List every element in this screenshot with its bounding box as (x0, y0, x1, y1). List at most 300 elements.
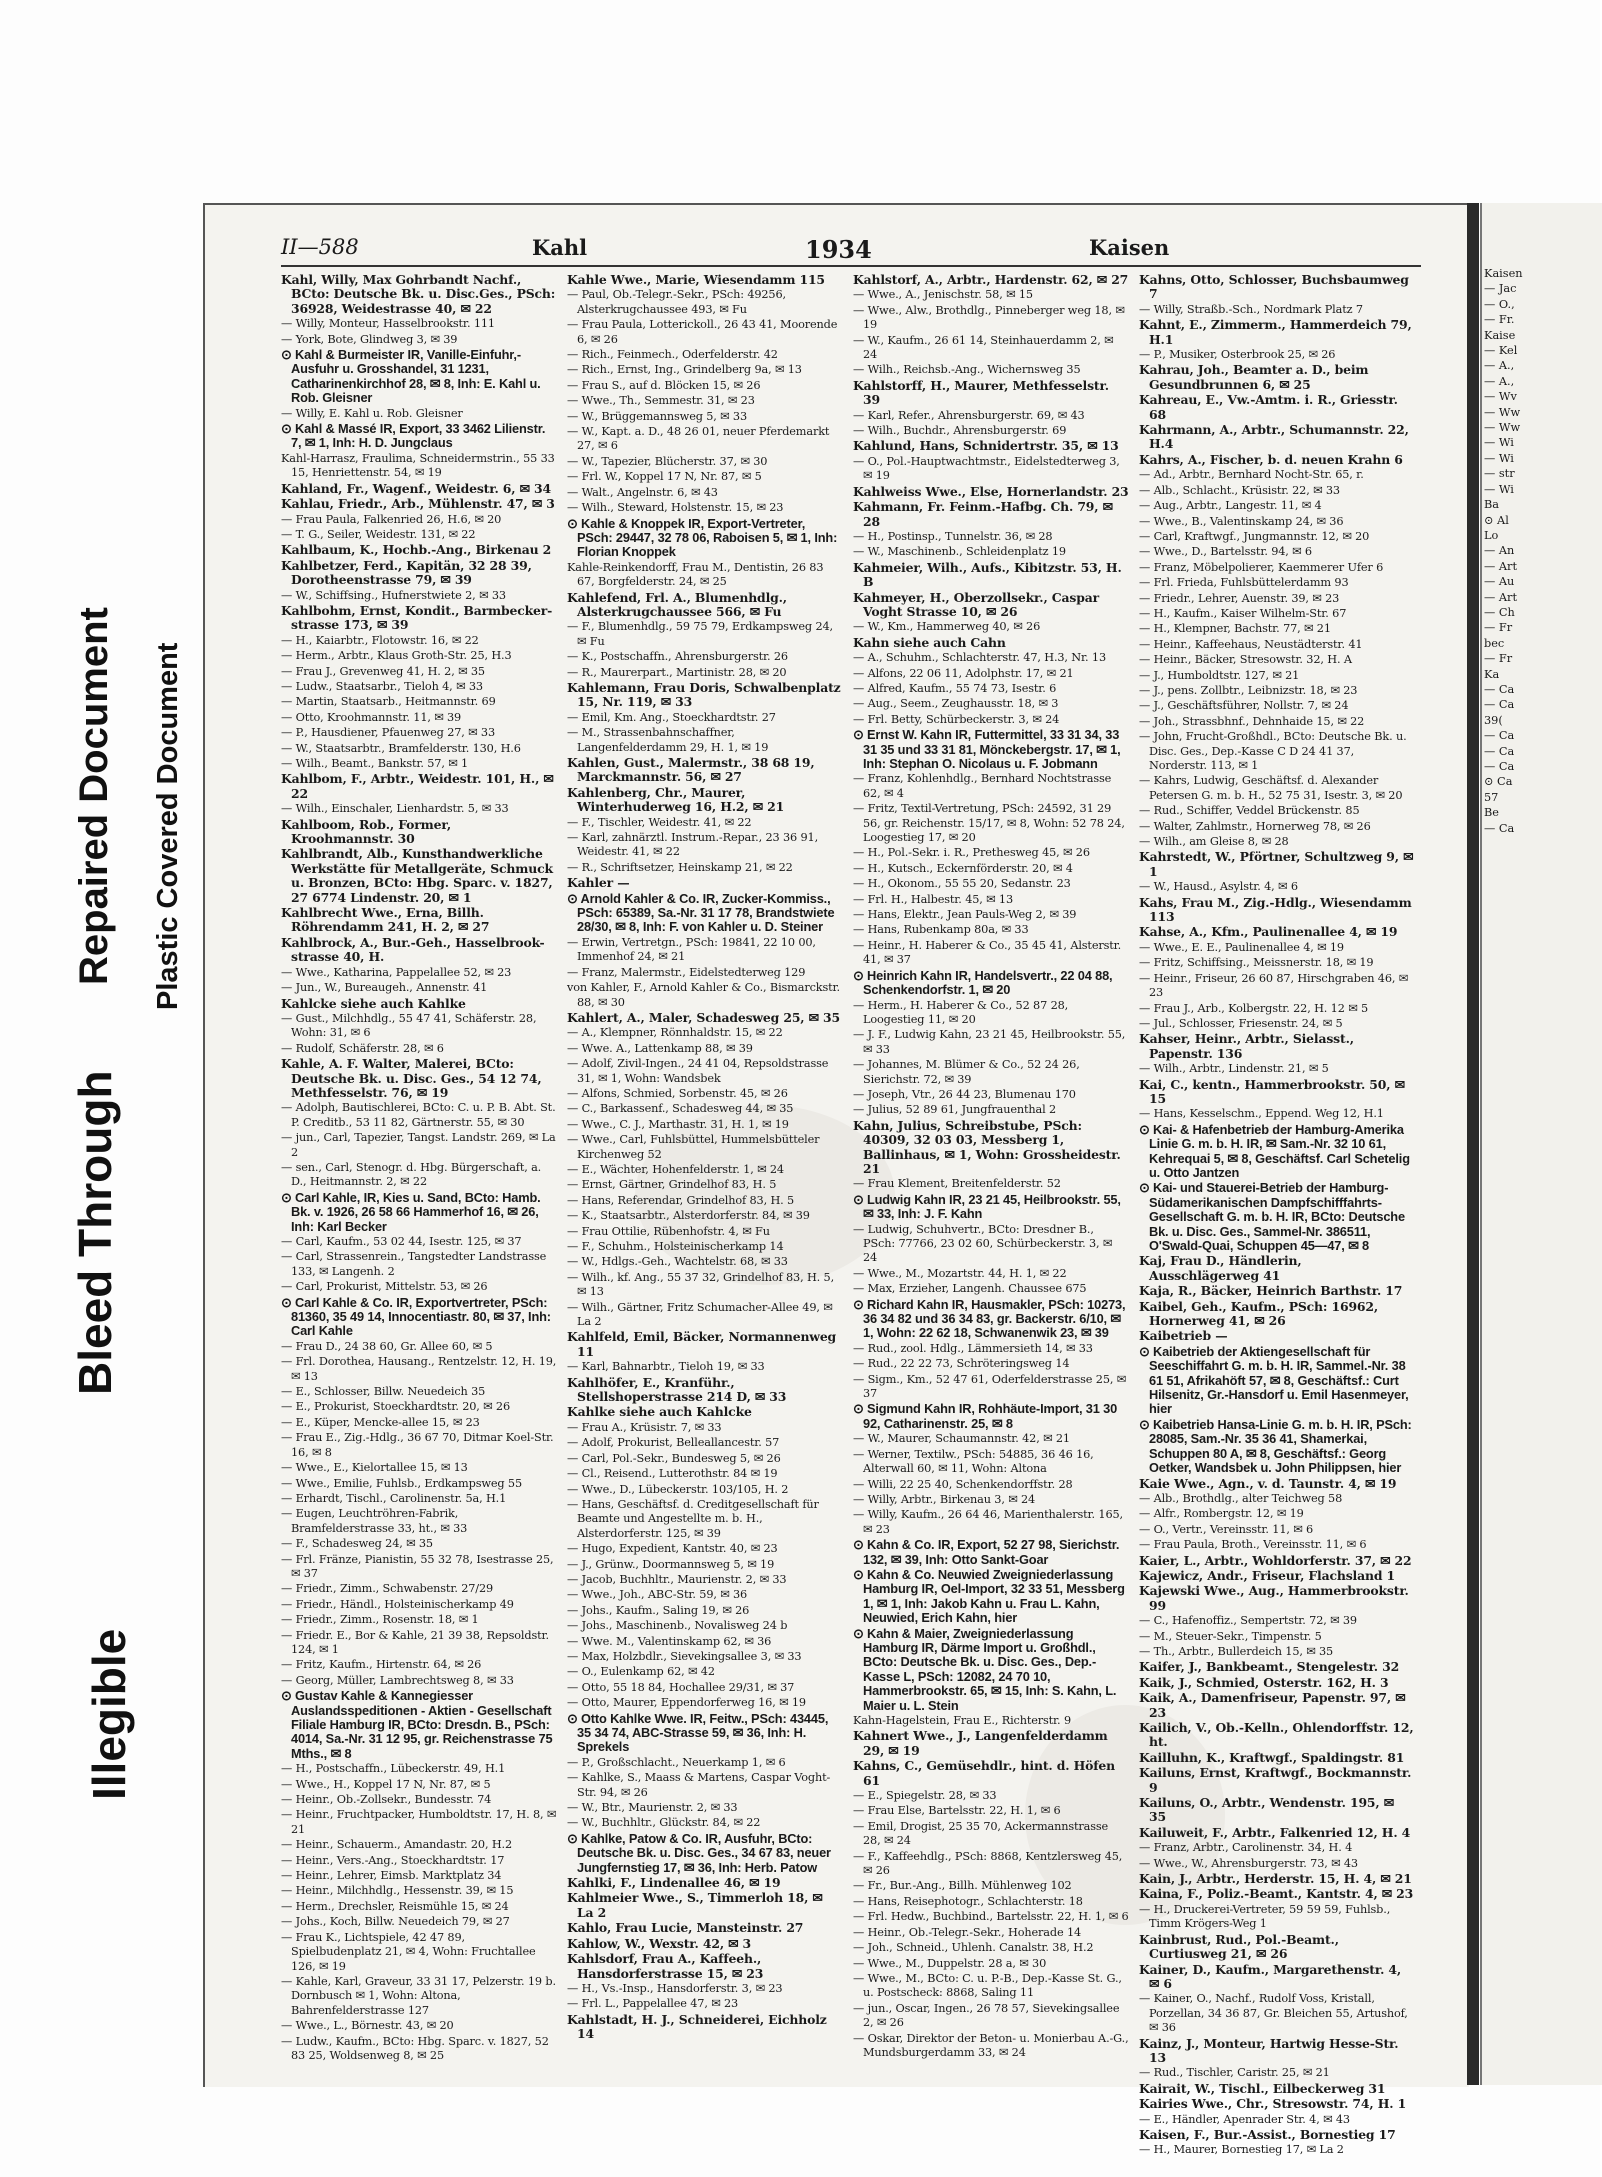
directory-entry: — Kainer, O., Nachf., Rudolf Voss, Kristall, Porzellan, 34 36 87, Gr. Bleichen 55, Artushof, ✉ 36 (1139, 1992, 1408, 2035)
next-page-line: — Wv (1484, 390, 1517, 404)
directory-entry: — sen., Carl, Stenogr. d. Hbg. Bürgerschaft, a. D., Heitmannstr. 2, ✉ 22 (281, 1160, 542, 1189)
directory-entry: — Wilh., kf. Ang., 55 37 32, Grindelhof 83, H. 5, ✉ 13 (567, 1270, 835, 1299)
directory-entry: Kahlow, W., Wexstr. 42, ✉ 3 (567, 1935, 752, 1951)
directory-entry: — Wwe., Katharina, Pappelallee 52, ✉ 23 (281, 965, 512, 979)
directory-entry: Kain, J., Arbtr., Herderstr. 15, H. 4, ✉ 21 (1139, 1871, 1412, 1887)
directory-entry: — K., Staatsarbtr., Alsterdorferstr. 84, ✉ 39 (567, 1209, 810, 1223)
directory-entry: — Ernst, Gärtner, Grindelhof 83, H. 5 (567, 1178, 777, 1192)
directory-entry: — Wwe., Emilie, Fuhlsb., Erdkampsweg 55 (281, 1476, 522, 1490)
directory-entry: — Frau Paula, Falkenried 26, H.6, ✉ 20 (281, 512, 502, 526)
directory-entry: — Cl., Reisend., Lutterothstr. 84 ✉ 19 (567, 1467, 778, 1481)
directory-entry: ⊙ Kahlke, Patow & Co. IR, Ausfuhr, BCto: Deutsche Bk. u. Disc. Ges., 34 67 83, neuer Jungfernstieg 17, ✉ 36, Inh: Herb. Patow (567, 1830, 831, 1875)
directory-entry: — O., Vertr., Vereinsstr. 11, ✉ 6 (1139, 1522, 1314, 1536)
directory-entry: ⊙ Kahn & Co. Neuwied Zweigniederlassung Hamburg IR, Oel-Import, 32 33 51, Messberg 1, ✉ 1, Inh: Jakob Kahn u. Frau L. Kahn, Neuwied, Erich Kahn, hier (853, 1566, 1125, 1626)
next-page-line: — Fr (1484, 621, 1513, 635)
directory-entry: — Heinr., Milchhdlg., Hessenstr. 39, ✉ 15 (281, 1884, 514, 1898)
directory-entry: — E., Prokurist, Stoeckhardtstr. 20, ✉ 26 (281, 1400, 510, 1414)
directory-entry: — W., Buchhltr., Glückstr. 84, ✉ 22 (567, 1816, 761, 1830)
directory-entry: — H., Maurer, Bornestieg 17, ✉ La 2 (1139, 2143, 1344, 2157)
directory-entry: — Heinr., Kaffeehaus, Neustädterstr. 41 (1139, 637, 1363, 651)
directory-entry: Kahnt, E., Zimmerm., Hammerdeich 79, H.1 (1139, 317, 1412, 347)
directory-entry: — Franz, Malermstr., Eidelstedterweg 129 (567, 965, 806, 979)
directory-entry: — E., Schlosser, Billw. Neuedeich 35 (281, 1385, 486, 1399)
directory-entry: Kahland, Fr., Wagenf., Weidestr. 6, ✉ 34 (281, 480, 551, 496)
directory-entry: — Heinr., Lehrer, Eimsb. Marktplatz 34 (281, 1869, 502, 1883)
directory-entry: Kaina, F., Poliz.-Beamt., Kantstr. 4, ✉ 23 (1139, 1886, 1414, 1902)
next-page-fragment (1480, 203, 1602, 2085)
directory-entry: — Alb., Schlacht., Krüsistr. 22, ✉ 33 (1139, 483, 1340, 497)
directory-entry: — H., Vs.-Insp., Hansdorferstr. 3, ✉ 23 (567, 1981, 783, 1995)
directory-entry: Kaifer, J., Bankbeamt., Stengelestr. 32 (1139, 1659, 1400, 1675)
directory-entry: — Frau A., Krüsistr. 7, ✉ 33 (567, 1420, 722, 1434)
directory-entry: — Johannes, M. Blümer & Co., 52 24 26, Sierichstr. 72, ✉ 39 (853, 1058, 1080, 1086)
directory-entry: Kahlefend, Frl. A., Blumenhdlg., Alsterkrugchaussee 566, ✉ Fu (567, 589, 787, 619)
directory-entry: — Wilh., Buchdr., Ahrensburgerstr. 69 (853, 424, 1067, 438)
directory-entry: — Ludwig, Schuhvertr., BCto: Dresdner B., PSch: 77766, 23 02 60, Schürbeckerstr. 3, ✉ 24 (853, 1222, 1113, 1265)
directory-entry: Kahlau, Friedr., Arb., Mühlenstr. 47, ✉ 3 (281, 496, 555, 512)
annotation-bleed-through: Bleed Through (69, 1070, 121, 1395)
directory-entry: — Adolf, Zivil-Ingen., 24 41 04, Repsoldstrasse 31, ✉ 1, Wohn: Wandsbek (567, 1057, 829, 1085)
directory-entry: Kahlund, Hans, Schnidertrstr. 35, ✉ 13 (853, 438, 1119, 454)
directory-entry: Kahser, Heinr., Arbtr., Sielasst., Papenstr. 136 (1139, 1031, 1354, 1061)
directory-entry: — Gust., Milchhdlg., 55 47 41, Schäferstr. 28, Wohn: 31, ✉ 6 (281, 1011, 537, 1040)
header-rule (281, 265, 1421, 267)
next-page-line: — An (1484, 544, 1515, 558)
directory-entry: — Frau S., auf d. Blöcken 15, ✉ 26 (567, 378, 761, 392)
next-page-line: — Ww (1484, 421, 1521, 435)
directory-entry: Kahlbrecht Wwe., Erna, Billh. Röhrendamm 241, H. 2, ✉ 27 (281, 905, 490, 935)
directory-entry: — Heinr., H. Haberer & Co., 35 45 41, Alsterstr. 41, ✉ 37 (853, 938, 1122, 967)
directory-entry: — F., Schadesweg 24, ✉ 35 (281, 1537, 433, 1551)
directory-entry: — Heinr., Vers.-Ang., Stoeckhardtstr. 17 (281, 1853, 505, 1867)
directory-entry: Kahrs, A., Fischer, b. d. neuen Krahn 6 (1139, 451, 1403, 467)
directory-entry: ⊙ Heinrich Kahn IR, Handelsvertr., 22 04 88, Schenkendorfstr. 1, ✉ 20 (853, 967, 1113, 998)
directory-entry: — Alfr., Rombergstr. 12, ✉ 19 (1139, 1507, 1304, 1521)
next-page-line: — Wi (1484, 482, 1514, 496)
directory-entry: — Friedr., Zimm., Rosenstr. 18, ✉ 1 (281, 1613, 479, 1627)
directory-entry: — W., Km., Hammerweg 40, ✉ 26 (853, 620, 1041, 634)
directory-entry: — Adolph, Bautischlerei, BCto: C. u. P. B. Abt. St. P. Creditb., 53 11 82, Gärtnerstr. 55, ✉ 30 (281, 1101, 556, 1129)
directory-entry: — C., Hafenoffiz., Sempertstr. 72, ✉ 39 (1139, 1614, 1357, 1628)
next-page-line: — Fr. (1484, 313, 1515, 327)
directory-entry: — J., Humboldtstr. 127, ✉ 21 (1139, 668, 1300, 682)
directory-entry: — A., Klempner, Rönnhaldstr. 15, ✉ 22 (567, 1026, 783, 1040)
directory-entry: — W., Kaufm., 26 61 14, Steinhauerdamm 2, ✉ 24 (853, 333, 1114, 362)
directory-entry: — Heinr., Fruchtpacker, Humboldtstr. 17, H. 8, ✉ 21 (281, 1808, 557, 1836)
next-page-line: 39( (1484, 713, 1503, 727)
directory-entry: — Karl, Refer., Ahrensburgerstr. 69, ✉ 43 (853, 408, 1085, 422)
directory-entry: — H., Druckerei-Vertreter, 59 59 59, Fuhlsb., Timm Krögers-Weg 1 (1139, 1902, 1391, 1931)
directory-entry: Kajewski Wwe., Aug., Hammerbrookstr. 99 (1139, 1583, 1409, 1613)
directory-entry: — W., Schiffsing., Hufnerstwiete 2, ✉ 33 (281, 588, 506, 602)
directory-entry: — Rud., Schiffer, Veddel Brückenstr. 85 (1139, 804, 1360, 818)
directory-entry: — Frl. Betty, Schürbeckerstr. 3, ✉ 24 (853, 712, 1060, 726)
directory-entry: ⊙ Arnold Kahler & Co. IR, Zucker-Kommiss., PSch: 65389, Sa.-Nr. 31 17 78, Brandstwiete 28/30, ✉ 8, Inh: F. von Kahler u. D. Steiner (567, 890, 835, 935)
directory-entry: — J. F., Ludwig Kahn, 23 21 45, Heilbrookstr. 55, ✉ 33 (853, 1028, 1126, 1056)
directory-entry: — Willy, Kaufm., 26 64 46, Marienthalerstr. 165, ✉ 23 (853, 1508, 1123, 1536)
next-page-line: — A., (1484, 359, 1515, 373)
directory-entry: — Willy, Straßb.-Sch., Nordmark Platz 7 (1139, 302, 1363, 316)
directory-entry: — Hans, Reisephotogr., Schlachterstr. 18 (853, 1894, 1083, 1908)
directory-entry: Kaibetrieb — (1139, 1328, 1228, 1344)
directory-entry: — Karl, Bahnarbtr., Tieloh 19, ✉ 33 (567, 1360, 765, 1374)
directory-entry: — Frau Ottilie, Rübenhofstr. 4, ✉ Fu (567, 1224, 770, 1238)
directory-entry: Kahn siehe auch Cahn (853, 634, 1006, 650)
directory-entry: Kahlweiss Wwe., Else, Hornerlandstr. 23 (853, 483, 1129, 499)
directory-entry: — Fritz, Schiffsing., Meissnerstr. 18, ✉ 19 (1139, 956, 1374, 970)
directory-entry: — Aug., Seem., Zeughausstr. 18, ✉ 3 (853, 697, 1059, 711)
next-page-line: Ka (1484, 667, 1500, 681)
directory-entry: — Friedr. E., Bor & Kahle, 21 39 38, Repsoldstr. 124, ✉ 1 (281, 1628, 549, 1656)
directory-entry: — Ludw., Staatsarbr., Tieloh 4, ✉ 33 (281, 679, 483, 693)
directory-entry: — Franz, Arbtr., Carolinenstr. 34, H. 4 (1139, 1841, 1353, 1855)
directory-page (203, 203, 1469, 2157)
directory-entry: — W., Maurer, Schaumannstr. 42, ✉ 21 (853, 1432, 1070, 1446)
directory-entry: — Emil, Km. Ang., Stoeckhardtstr. 27 (567, 710, 776, 724)
next-page-line: — Ca (1484, 760, 1515, 773)
page-binding-edge (1467, 203, 1479, 2085)
directory-entry: — Wwe., C. J., Marthastr. 31, H. 1, ✉ 19 (567, 1117, 789, 1131)
directory-entry: Kahle-Reinkendorff, Frau M., Dentistin, 26 83 67, Borgfelderstr. 24, ✉ 25 (567, 560, 824, 589)
directory-entry: — Hugo, Expedient, Kantstr. 40, ✉ 23 (567, 1542, 778, 1556)
right-keyword: Kaisen (1089, 235, 1170, 260)
next-page-line: — Ca (1484, 682, 1515, 696)
directory-entry: Kahlbaum, K., Hochb.-Ang., Birkenau 2 (281, 542, 552, 558)
directory-entry: — Friedr., Lehrer, Auenstr. 39, ✉ 23 (1139, 591, 1340, 605)
directory-entry: — Frau Else, Bartelsstr. 22, H. 1, ✉ 6 (853, 1804, 1061, 1818)
directory-entry: — H., Pol.-Sekr. i. R., Prethesweg 45, ✉ 26 (853, 846, 1090, 860)
directory-entry: — H., Postinsp., Tunnelstr. 36, ✉ 28 (853, 529, 1053, 543)
directory-entry: — W., Hausd., Asylstr. 4, ✉ 6 (1139, 880, 1298, 894)
next-page-line: — Ch (1484, 605, 1515, 619)
directory-entry: Kainbrust, Rud., Pol.-Beamt., Curtiusweg 21, ✉ 26 (1139, 1931, 1339, 1962)
directory-entry: — W., Staatsarbtr., Bramfelderstr. 130, H.6 (281, 741, 521, 755)
directory-entry: — Kahrs, Ludwig, Geschäftsf. d. Alexander Petersen G. m. b. H., 52 75 31, Isestr. 3, ✉ 20 (1139, 774, 1403, 802)
directory-entry: Kahlo, Frau Lucie, Mansteinstr. 27 (567, 1920, 804, 1936)
directory-entry: Kahlbom, F., Arbtr., Weidestr. 101, H., ✉ 22 (281, 771, 554, 801)
directory-entry: Kaik, A., Damenfriseur, Papenstr. 97, ✉ 23 (1139, 1690, 1406, 1720)
directory-entry: — Rud., zool. Hdlg., Lämmersieth 14, ✉ 33 (853, 1341, 1093, 1355)
directory-entry: — F., Tischler, Weidestr. 41, ✉ 22 (567, 815, 752, 829)
directory-entry: — Frau Paula, Lotterickoll., 26 43 41, Moorende 6, ✉ 26 (567, 318, 838, 346)
directory-entry: Kaik, J., Schmied, Osterstr. 162, H. 3 (1139, 1674, 1389, 1690)
directory-entry: — Wwe., M., Mozartstr. 44, H. 1, ✉ 22 (853, 1266, 1067, 1280)
directory-entry: — Willy, Arbtr., Birkenau 3, ✉ 24 (853, 1492, 1036, 1506)
directory-entry: — Joseph, Vtr., 26 44 23, Blumenau 170 (853, 1087, 1076, 1101)
directory-entry: — J., pens. Zollbtr., Leibnizstr. 18, ✉ 23 (1139, 683, 1358, 697)
directory-entry: — Herm., Drechsler, Reismühle 15, ✉ 24 (281, 1899, 509, 1913)
directory-entry: Kahnert Wwe., J., Langenfelderdamm 29, ✉ 19 (853, 1728, 1108, 1758)
directory-entry: ⊙ Ernst W. Kahn IR, Futtermittel, 33 31 34, 33 31 35 und 33 31 81, Mönckebergstr. 17, ✉ 1, Inh: Stephan O. Nicolaus u. F. Jobmann (853, 727, 1121, 771)
directory-entry: — Frau J., Arb., Kolbergstr. 22, H. 12 ✉ 5 (1139, 1001, 1368, 1015)
next-page-line: Be (1484, 806, 1499, 820)
next-page-line: Ba (1484, 498, 1500, 512)
directory-entry: Kailich, V., Ob.-Kelln., Ohlendorffstr. 12, ht. (1139, 1720, 1414, 1750)
directory-entry: ⊙ Kaibetrieb der Aktiengesellschaft für Seeschiffahrt G. m. b. H. IR, Sammel.-Nr. 38 61 51, Afrikahöft 57, ✉ 8, Geschäftsf.: Curt Hilsenitz, Gr.-Hansdorf u. Emil Hasenmeyer, hier (1139, 1343, 1409, 1417)
directory-entry: — Willy, E. Kahl u. Rob. Gleisner (281, 406, 463, 420)
directory-entry: — Th., Arbtr., Bullerdeich 15, ✉ 35 (1139, 1644, 1334, 1658)
directory-entry: — Jun., W., Bureaugeh., Annenstr. 41 (281, 981, 488, 995)
directory-entry: Kahmann, Fr. Feinm.-Hafbg. Ch. 79, ✉ 28 (853, 499, 1113, 529)
directory-entry: — Wwe., D., Lübeckerstr. 103/105, H. 2 (567, 1482, 789, 1496)
directory-entry: — Frau K., Lichtspiele, 42 47 89, Spielbudenplatz 21, ✉ 4, Wohn: Fruchtallee 126, ✉ 19 (281, 1930, 536, 1973)
directory-entry: Kahlert, A., Maler, Schadesweg 25, ✉ 35 (567, 1009, 840, 1025)
directory-entry: — E., Küper, Mencke-allee 15, ✉ 23 (281, 1415, 480, 1429)
next-page-line: — str (1484, 467, 1515, 481)
directory-entry: — Fritz, Kaufm., Hirtenstr. 64, ✉ 26 (281, 1658, 482, 1672)
directory-entry: — Jacob, Buchhltr., Maurienstr. 2, ✉ 33 (567, 1572, 787, 1586)
directory-entry: — Alfred, Kaufm., 55 74 73, Isestr. 6 (853, 681, 1057, 695)
directory-entry: — Wwe., M., Duppelstr. 28 a, ✉ 30 (853, 1956, 1047, 1970)
directory-entry: — A., Schuhm., Schlachterstr. 47, H.3, Nr. 13 (853, 651, 1107, 665)
directory-entry: — Alfons, Schmied, Sorbenstr. 45, ✉ 26 (567, 1086, 788, 1100)
directory-entry: — jun., Carl, Tapezier, Tangst. Landstr. 269, ✉ La 2 (281, 1131, 556, 1159)
directory-entry: Kahlcke siehe auch Kahlke (281, 995, 466, 1011)
directory-entry: ⊙ Sigmund Kahn IR, Rohhäute-Import, 31 30 92, Catharinenstr. 25, ✉ 8 (853, 1401, 1118, 1431)
directory-entry: — Frl. Hedw., Buchbind., Bartelsstr. 22, H. 1, ✉ 6 (853, 1910, 1129, 1924)
directory-year: 1934 (805, 235, 872, 264)
directory-entry: — Wwe., E. E., Paulinenallee 4, ✉ 19 (1139, 940, 1344, 954)
directory-entry: Kahrstedt, W., Pförtner, Schultzweg 9, ✉ 1 (1139, 849, 1414, 879)
directory-entry: ⊙ Ludwig Kahn IR, 23 21 45, Heilbrookstr. 55, ✉ 33, Inh: J. F. Kahn (853, 1191, 1121, 1222)
directory-entry: — Karl, zahnärztl. Instrum.-Repar., 23 36 91, Weidestr. 41, ✉ 22 (567, 831, 819, 859)
directory-entry: ⊙ Kahl & Burmeister IR, Vanille-Einfuhr,-Ausfuhr u. Grosshandel, 31 1231, Catharinenkirchhof 28, ✉ 8, Inh: E. Kahl u. Rob. Gleisner (281, 347, 541, 406)
directory-entry: Kahns, Otto, Schlosser, Buchsbaumweg 7 (1139, 272, 1409, 302)
directory-entry: — Frl. L., Pappelallee 47, ✉ 23 (567, 1997, 739, 2011)
directory-entry: Kahmeier, Wilh., Aufs., Kibitzstr. 53, H. B (853, 559, 1122, 590)
directory-entry: — Wwe., Carl, Fuhlsbüttel, Hummelsbütteler Kirchenweg 52 (567, 1133, 820, 1161)
directory-entry: Kaie Wwe., Agn., v. d. Taunstr. 4, ✉ 19 (1139, 1475, 1397, 1491)
directory-entry: — Walt., Angelnstr. 6, ✉ 43 (567, 485, 718, 499)
directory-entry: — T. G., Seiler, Weidestr. 131, ✉ 22 (281, 527, 476, 541)
directory-entry: — Hans, Geschäftsf. d. Creditgesellschaft für Beamte und Angestellte m. b. H., Alsterdorferstr. 125, ✉ 39 (567, 1497, 819, 1540)
directory-entry: — Wilh., Steward, Holstenstr. 15, ✉ 23 (567, 501, 784, 515)
directory-entry: Kaier, L., Arbtr., Wohldorferstr. 37, ✉ 22 (1139, 1552, 1412, 1568)
directory-entry: — Wilh., am Gleise 8, ✉ 28 (1139, 835, 1289, 849)
directory-entry: — Herm., H. Haberer & Co., 52 87 28, Loogestieg 11, ✉ 20 (853, 998, 1069, 1026)
next-page-line: 57 (1484, 790, 1499, 804)
directory-entry: Kaisen, F., Bur.-Assist., Bornestieg 17 (1139, 2126, 1396, 2142)
directory-entry: Kahl-Harrasz, Fraulima, Schneidermstrin., 55 33 15, Henriettenstr. 54, ✉ 19 (281, 451, 555, 480)
directory-entry: — Frl. Frieda, Fuhlsbüttelerdamm 93 (1139, 576, 1349, 590)
page-header (205, 205, 1469, 263)
directory-entry: ⊙ Kahl & Massé IR, Export, 33 3462 Lilienstr. 7, ✉ 1, Inh: H. D. Jungclaus (281, 421, 546, 451)
directory-entry: — F., Kaffeehdlg., PSch: 8868, Kentzlersweg 45, ✉ 26 (853, 1849, 1123, 1878)
directory-entry: Kahlstorff, H., Maurer, Methfesselstr. 39 (853, 377, 1109, 408)
directory-entry: Kainz, J., Monteur, Hartwig Hesse-Str. 13 (1139, 2035, 1399, 2065)
next-page-line: — Ca (1484, 744, 1515, 758)
directory-entry: — Frau J., Grevenweg 41, H. 2, ✉ 35 (281, 664, 485, 678)
directory-entry: — Johs., Koch, Billw. Neuedeich 79, ✉ 27 (281, 1915, 510, 1929)
next-page-line: Kaisen (1484, 267, 1523, 280)
directory-entry: — Frl. H., Halbestr. 45, ✉ 13 (853, 892, 1013, 906)
directory-entry: — R., Maurerpart., Martinistr. 28, ✉ 20 (567, 665, 787, 679)
directory-entry: — C., Barkassenf., Schadesweg 44, ✉ 35 (567, 1102, 794, 1116)
directory-entry: — F., Blumenhdlg., 59 75 79, Erdkampsweg 24, ✉ Fu (567, 620, 833, 648)
directory-entry: — Wwe. M., Valentinskamp 62, ✉ 36 (567, 1634, 772, 1648)
next-page-line: — A., (1484, 374, 1515, 388)
directory-entry: — Rudolf, Schäferstr. 28, ✉ 6 (281, 1041, 444, 1055)
directory-entry: ⊙ Kahn & Maier, Zweigniederlassung Hamburg IR, Därme Import u. Großhdl., BCto: Deutsche Bk. u. Disc. Ges., Dep.-Kasse L, PSch: 12082, 24 70 10, Hammerbrookstr. 65, ✉ 15, Inh: S. Kahn, L. Maier u. L. Stein (853, 1625, 1117, 1713)
directory-entry: — jun., Oscar, Ingen., 26 78 57, Sievekingsallee 2, ✉ 26 (853, 2001, 1120, 2030)
directory-entry: — Frl. Fränze, Pianistin, 55 32 78, Isestrasse 25, ✉ 37 (281, 1552, 554, 1580)
next-page-line: bec (1484, 636, 1505, 650)
directory-entry: — H., Klempner, Bachstr. 77, ✉ 21 (1139, 622, 1331, 636)
directory-entry: — Frau Klement, Breitenfelderstr. 52 (853, 1177, 1061, 1191)
directory-entry: Kahlbetzer, Ferd., Kapitän, 32 28 39, Dorotheenstrasse 79, ✉ 39 (281, 557, 532, 588)
next-page-line: Lo (1484, 528, 1499, 542)
directory-entry: — Wwe., E., Kielortallee 15, ✉ 13 (281, 1461, 468, 1475)
listing-columns (281, 272, 1421, 2157)
directory-entry: — Carl, Pol.-Sekr., Bundesweg 5, ✉ 26 (567, 1451, 781, 1465)
directory-entry: — John, Frucht-Großhdl., BCto: Deutsche Bk. u. Disc. Ges., Dep.-Kasse C D 24 41 37, Norderstr. 113, ✉ 1 (1139, 730, 1407, 772)
directory-entry: — Fr., Bur.-Ang., Billh. Mühlenweg 102 (853, 1879, 1072, 1893)
directory-entry: — M., Steuer-Sekr., Timpenstr. 5 (1139, 1629, 1322, 1643)
directory-entry: — Heinr., Bäcker, Stresowstr. 32, H. A (1139, 653, 1352, 667)
directory-entry: — Emil, Drogist, 25 35 70, Ackermannstrasse 28, ✉ 24 (853, 1819, 1109, 1848)
directory-entry: — Wilh., Gärtner, Fritz Schumacher-Allee 49, ✉ La 2 (567, 1300, 833, 1329)
annotation-plastic-covered: Plastic Covered Document (152, 642, 184, 1010)
directory-entry: — Max, Erzieher, Langenh. Chaussee 675 (853, 1282, 1087, 1296)
directory-entry: — Wwe., A., Jenischstr. 58, ✉ 15 (853, 288, 1033, 302)
directory-entry: — Frl. Dorothea, Hausang., Rentzelstr. 12, H. 19, ✉ 13 (281, 1355, 557, 1383)
page-number: II—588 (281, 235, 359, 259)
directory-entry: Kahn, Julius, Schreibstube, PSch: 40309, 32 03 03, Messberg 1, Ballinhaus, ✉ 1, Wohn: Grossheidestr. 21 (853, 1117, 1121, 1176)
directory-entry: Kahlki, F., Lindenallee 46, ✉ 19 (567, 1875, 781, 1891)
next-page-line: — Ca (1484, 729, 1515, 743)
directory-entry: — Alb., Brothdlg., alter Teichweg 58 (1139, 1491, 1343, 1505)
directory-entry: — Joh., Strassbhnf., Dehnhaide 15, ✉ 22 (1139, 714, 1365, 728)
next-page-lines (1482, 267, 1602, 836)
directory-entry: — H., Kaiarbtr., Flotowstr. 16, ✉ 22 (281, 633, 479, 647)
directory-entry: — Jul., Schlosser, Friesenstr. 24, ✉ 5 (1139, 1016, 1343, 1030)
directory-entry: — Frau E., Zig.-Hdlg., 36 67 70, Ditmar Koel-Str. 16, ✉ 8 (281, 1431, 554, 1459)
directory-entry: — Ludw., Kaufm., BCto: Hbg. Sparc. v. 1827, 52 83 25, Woldsenweg 8, ✉ 25 (281, 2034, 549, 2062)
directory-entry: — Rich., Ernst, Ing., Grindelberg 9a, ✉ 13 (567, 363, 802, 377)
annotation-illegible: Illegible (83, 1628, 135, 1800)
directory-entry: — Frau Paula, Broth., Vereinsstr. 11, ✉ 6 (1139, 1538, 1367, 1552)
directory-entry: — Carl, Strassenrein., Tangstedter Landstrasse 133, ✉ Langenh. 2 (281, 1250, 547, 1278)
directory-entry: — Wwe., L., Börnestr. 43, ✉ 20 (281, 2019, 454, 2033)
directory-entry: — O., Eulenkamp 62, ✉ 42 (567, 1665, 715, 1679)
directory-entry: — Wwe. A., Lattenkamp 88, ✉ 39 (567, 1041, 753, 1055)
directory-entry: — Hans, Elektr., Jean Pauls-Weg 2, ✉ 39 (853, 908, 1077, 922)
directory-entry: — Johs., Kaufm., Saling 19, ✉ 26 (567, 1603, 750, 1617)
directory-entry: — J., Geschäftsführer, Nollstr. 7, ✉ 24 (1139, 699, 1349, 713)
directory-entry: — Eugen, Leuchtröhren-Fabrik, Bramfelderstrasse 33, ht., ✉ 33 (281, 1507, 468, 1535)
directory-entry: — Friedr., Händl., Holsteinischerkamp 49 (281, 1597, 514, 1611)
directory-entry: — H., Kutsch., Eckernförderstr. 20, ✉ 4 (853, 861, 1073, 875)
directory-entry: — J., Grünw., Doormannsweg 5, ✉ 19 (567, 1557, 775, 1571)
directory-entry: Kairait, W., Tischl., Eilbeckerweg 31 (1139, 2080, 1386, 2096)
directory-entry: ⊙ Otto Kahlke Wwe. IR, Feitw., PSch: 43445, 35 34 74, ABC-Strasse 59, ✉ 36, Inh: H. Sprekels (567, 1710, 829, 1755)
directory-entry: Kahle, A. F. Walter, Malerei, BCto: Deutsche Bk. u. Disc. Ges., 54 12 74, Methfesselstr. 76, ✉ 19 (281, 1056, 542, 1100)
directory-entry: von Kahler, F., Arnold Kahler & Co., Bismarckstr. 88, ✉ 30 (567, 981, 840, 1009)
directory-entry: — Franz, Möbelpolierer, Kaemmerer Ufer 6 (1139, 560, 1384, 574)
next-page-line: — Jac (1484, 282, 1517, 296)
directory-entry: Kahlen, Gust., Malermstr., 38 68 19, Marckmannstr. 56, ✉ 27 (567, 755, 815, 785)
directory-entry: — Heinr., Ob.-Zollsekr., Bundesstr. 74 (281, 1793, 492, 1807)
directory-entry: — Wwe., W., Ahrensburgerstr. 73, ✉ 43 (1139, 1856, 1358, 1870)
directory-entry: — Max, Holzbdlr., Sievekingsallee 3, ✉ 33 (567, 1649, 802, 1663)
directory-entry: — Hans, Rubenkamp 80a, ✉ 33 (853, 923, 1029, 937)
directory-entry: — W., Maschinenb., Schleidenplatz 19 (853, 545, 1066, 559)
next-page-line: ⊙ Ca (1484, 775, 1513, 789)
directory-entry: — Wilh., Einschaler, Lienhardstr. 5, ✉ 33 (281, 802, 509, 816)
directory-entry: Kahlstadt, H. J., Schneiderei, Eichholz 14 (567, 2011, 827, 2042)
directory-entry: — Johs., Maschinenb., Novalisweg 24 b (567, 1619, 788, 1633)
directory-entry: — W., Brüggemannsweg 5, ✉ 33 (567, 409, 747, 423)
directory-entry: — Willy, Monteur, Hasselbrookstr. 111 (281, 317, 495, 331)
directory-entry: Kaibel, Geh., Kaufm., PSch: 16962, Hornerweg 41, ✉ 26 (1139, 1298, 1379, 1329)
directory-entry: Kahns, C., Gemüsehdlr., hint. d. Höfen 61 (853, 1758, 1116, 1788)
directory-entry: — Aug., Arbtr., Langestr. 11, ✉ 4 (1139, 499, 1322, 513)
next-page-line: — O., (1484, 297, 1515, 311)
directory-entry: — F., Schuhm., Holsteinischerkamp 14 (567, 1240, 784, 1253)
next-page-line: ⊙ Al (1484, 513, 1509, 527)
directory-entry: Kahlke siehe auch Kahlcke (567, 1404, 752, 1420)
directory-entry: — Carl, Prokurist, Mittelstr. 53, ✉ 26 (281, 1280, 488, 1294)
next-page-line: — Ca (1484, 821, 1515, 835)
directory-entry: — Sigm., Km., 52 47 61, Oderfelderstrasse 25, ✉ 37 (853, 1372, 1127, 1401)
directory-entry: — Walter, Zahlmstr., Hornerweg 78, ✉ 26 (1139, 819, 1371, 833)
directory-entry: — Wilh., Reichsb.-Ang., Wichernsweg 35 (853, 363, 1081, 377)
directory-entry: — Erhardt, Tischl., Carolinenstr. 5a, H.1 (281, 1491, 507, 1505)
directory-entry: — Wilh., Beamt., Bankstr. 57, ✉ 1 (281, 757, 469, 770)
directory-entry: Kailuns, O., Arbtr., Wendenstr. 195, ✉ 35 (1139, 1795, 1394, 1825)
directory-entry: — Hans, Referendar, Grindelhof 83, H. 5 (567, 1193, 795, 1207)
next-page-line: Kaise (1484, 328, 1516, 342)
directory-entry: — Wwe., Joh., ABC-Str. 59, ✉ 36 (567, 1588, 748, 1602)
directory-entry: ⊙ Richard Kahn IR, Hausmakler, PSch: 10273, 36 34 82 und 36 34 83, gr. Backerstr. 6/10, ✉ 1, Wohn: 22 62 18, Schwanenwik 23, ✉ 39 (853, 1296, 1126, 1341)
directory-entry: — E., Wächter, Hohenfelderstr. 1, ✉ 24 (567, 1162, 784, 1176)
directory-entry: Kainer, D., Kaufm., Margarethenstr. 4, ✉ 6 (1139, 1961, 1402, 1991)
directory-entry: — Wwe., H., Koppel 17 N, Nr. 87, ✉ 5 (281, 1777, 491, 1791)
directory-entry: — Otto, Kroohmannstr. 11, ✉ 39 (281, 710, 462, 724)
next-page-line: — Au (1484, 575, 1515, 589)
directory-entry: — Rud., Tischler, Caristr. 25, ✉ 21 (1139, 2066, 1330, 2080)
directory-entry: Kahlhöfer, E., Kranführ., Stellshoperstrasse 214 D, ✉ 33 (567, 1374, 787, 1405)
directory-entry: — E., Spiegelstr. 28, ✉ 33 (853, 1789, 997, 1803)
directory-entry: — R., Schriftsetzer, Heinskamp 21, ✉ 22 (567, 860, 793, 874)
column-4 (1139, 272, 1415, 2157)
directory-entry: — Otto, 55 18 84, Hochallee 29/31, ✉ 37 (567, 1680, 795, 1694)
directory-entry: ⊙ Kahn & Co. IR, Export, 52 27 98, Sierichstr. 132, ✉ 39, Inh: Otto Sankt-Goar (853, 1537, 1120, 1567)
directory-entry: Kahlmeier Wwe., S., Timmerloh 18, ✉ La 2 (567, 1890, 823, 1920)
directory-entry: — Joh., Schneid., Uhlenh. Canalstr. 38, H.2 (853, 1941, 1094, 1955)
directory-entry: — Wwe., B., Valentinskamp 24, ✉ 36 (1139, 514, 1344, 528)
directory-entry: — Wwe., Th., Semmestr. 31, ✉ 23 (567, 394, 755, 408)
directory-entry: Kahreau, E., Vw.-Amtm. i. R., Griesstr. 68 (1139, 392, 1398, 422)
next-page-line: — Fr (1484, 652, 1513, 666)
directory-entry: Kahl, Willy, Max Gohrbandt Nachf., BCto: Deutsche Bk. u. Disc.Ges., PSch: 36928, Weidestrasse 40, ✉ 22 (281, 272, 556, 316)
directory-entry: — O., Pol.-Hauptwachtmstr., Eidelstedterweg 3, ✉ 19 (853, 454, 1120, 483)
directory-entry: — Heinr., Friseur, 26 60 87, Hirschgraben 46, ✉ 23 (1139, 971, 1409, 1000)
directory-entry: Kahmeyer, H., Oberzollsekr., Caspar Voght Strasse 10, ✉ 26 (853, 589, 1099, 619)
next-page-line: — Art (1484, 590, 1517, 604)
directory-entry: — P., Musiker, Osterbrook 25, ✉ 26 (1139, 348, 1336, 362)
directory-entry: — Wwe., Alw., Brothdlg., Pinneberger weg 18, ✉ 19 (853, 303, 1125, 332)
directory-entry: — Franz, Kohlenhdlg., Bernhard Nochtstrasse 62, ✉ 4 (853, 772, 1112, 800)
directory-entry: ⊙ Gustav Kahle & Kannegiesser Auslandsspeditionen - Aktien - Gesellschaft Filiale Hamburg IR, BCto: Dresdn. B., PSch: 4014, Sa.-Nr. 31 12 95, gr. Reichenstrasse 75 Mths., ✉ 8 (281, 1688, 553, 1761)
directory-entry: — Herm., Arbtr., Klaus Groth-Str. 25, H.3 (281, 649, 512, 663)
next-page-line: — Wi (1484, 451, 1514, 465)
directory-entry: Kahlsdorf, Frau A., Kaffeeh., Hansdorferstrasse 15, ✉ 23 (567, 1951, 764, 1981)
directory-entry: Kahlstorf, A., Arbtr., Hardenstr. 62, ✉ 27 (853, 272, 1129, 287)
directory-entry: Kahse, A., Kfm., Paulinenallee 4, ✉ 19 (1139, 924, 1398, 940)
directory-entry: ⊙ Kahle & Knoppek IR, Export-Vertreter, PSch: 29447, 32 78 06, Raboisen 5, ✉ 1, Inh: Florian Knoppek (567, 515, 838, 560)
directory-entry: — Alfons, 22 06 11, Adolphstr. 17, ✉ 21 (853, 666, 1074, 680)
